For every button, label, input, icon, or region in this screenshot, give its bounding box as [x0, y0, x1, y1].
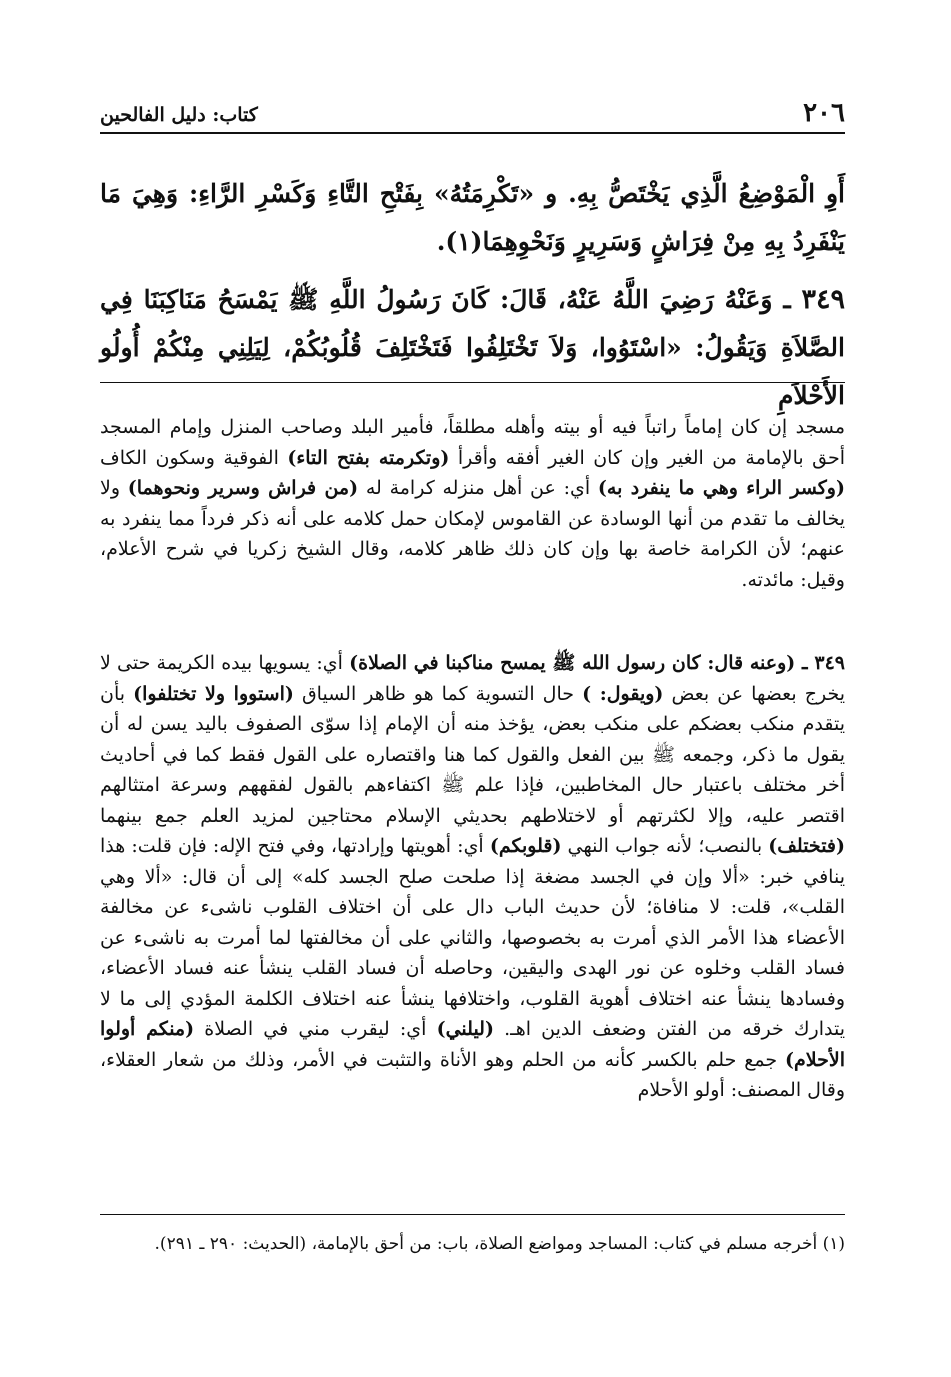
sharh-text: مسجد إن كان إماماً راتباً فيه أو بيته وأهله مطلقاً، فأمير البلد وصاحب المنزل وإمام المسجد أحق بالإمامة من الغير وإن كان الغير أفقه وأقرأ	[100, 416, 845, 469]
sharh-quote: (وكسر الراء وهي ما ينفرد به)	[597, 477, 845, 499]
sharh-text: أي: يسويها بيده الكريمة حتى لا يخرج بعضها عن بعض	[100, 652, 845, 705]
sharh-quote: (فتختلف)	[768, 835, 846, 857]
sharh-text: الفوقية وسكون الكاف	[100, 446, 288, 469]
page-number: ٢٠٦	[803, 98, 845, 128]
sharh-quote: (قلوبكم)	[489, 835, 562, 857]
footnote-divider	[100, 1214, 845, 1215]
sharh-text: بالنصب؛ لأنه جواب النهي	[561, 835, 769, 857]
matn-paragraph-2	[100, 276, 845, 420]
sharh-quote: (ليلني)	[436, 1018, 494, 1040]
footnote: (١) أخرجه مسلم في كتاب: المساجد ومواضع الصلاة، باب: من أحق بالإمامة، (الحديث: ٢٩٠ ـ ٢٩١).	[154, 1234, 845, 1254]
sharh-quote: (من فراش وسرير ونحوهما)	[127, 477, 359, 499]
sharh-text: بأن يتقدم منكب بعضكم على منكب بعض، يؤخذ منه أن الإمام إذا سوّى الصفوف باليد يسن له أن يقول ما ذكر، وجمعه ﷺ بين الفعل والقول كما هنا واقتصاره على القول فقط كما في أحاديث أخر مختلف باعتبار حال المخاطبين، فإذا علم ﷺ اكتفاءهم بالقول لفقههم وسرعة امتثالهم اقتصر عليه، وإلا لكثرتهم أو لاختلاطهم بحديثي الإسلام محتاجين لمزيد العلم جمع بينهما	[100, 682, 845, 827]
matn-paragraph-1: أَوِ الْمَوْضِعُ الَّذِي يَخْتَصُّ بِهِ. و «تَكْرِمَتُهُ» بِفَتْحِ التَّاءِ وَكَسْرِ الرَّاءِ: وَهِيَ مَا يَنْفَرِدُ بِهِ مِنْ فِرَاشٍ وَسَرِيرٍ وَنَحْوِهِمَا(١).	[100, 179, 845, 256]
sharh-quote: ٣٤٩ ـ (وعنه قال: كان رسول الله ﷺ يمسح مناكبنا في الصلاة)	[349, 652, 845, 674]
sharh-text: أي: أهويتها وإرادتها، وفي فتح الإله: فإن قلت: هذا ينافي خبر: «ألا وإن في الجسد مضغة إذا صلحت صلح الجسد كله» إلى أن قال: «ألا وهي القلب»، قلت: لا منافاة؛ لأن حديث الباب دال على أن اختلاف القلوب ناشىء عن مخالفة الأعضاء هذا الأمر الذي أمرت به بخصوصها، والثاني على أن مخالفتها لما أمرت به ناشىء عن فساد القلب وخلوه عن نور الهدى واليقين، وحاصله أن فساد القلب ينشأ عنه فساد الأعضاء، وفسادها ينشأ عنه اختلاف أهوية القلوب، واختلافها ينشأ عنه اختلاف الكلمة المؤدي إلى ما لا يتدارك خرقه من الفتن وضعف الدين اهـ.	[100, 835, 845, 1040]
hadith-number: ٣٤٩	[801, 284, 845, 315]
sharh-paragraph-2	[100, 648, 845, 1106]
text-divider	[100, 382, 845, 383]
sharh-paragraph-1	[100, 412, 845, 595]
book-title: كتاب: دليل الفالحين	[100, 104, 258, 126]
sharh-text: أي: عن أهل منزله كرامة له	[358, 477, 598, 499]
sharh-text: ولا يخالف ما تقدم من أنها الوسادة عن القاموس لإمكان حمل كلامه على أنه ذكر فرداً مما ينفرد به عنهم؛ لأن الكرامة خاصة بها وإن كان ذلك ظاهر كلامه، وقال الشيخ زكريا في شرح الأعلام، وقيل: مائدته.	[100, 477, 845, 591]
page-header	[100, 92, 845, 134]
hadith-text: ـ وَعَنْهُ رَضِيَ اللَّهُ عَنْهُ، قَالَ: كَانَ رَسُولُ اللَّهِ ﷺ يَمْسَحُ مَنَاكِبَنَا فِي الصَّلاَةِ وَيَقُولُ: «اسْتَوُوا، وَلاَ تَخْتَلِفُوا فَتَخْتَلِفَ قُلُوبُكُمْ، لِيَلِنِي مِنْكُمْ أُولُو الأَحْلاَمِ	[100, 285, 845, 410]
sharh-text: أي: ليقرب مني في الصلاة	[194, 1018, 437, 1040]
sharh-quote: (استووا ولا تختلفوا)	[133, 682, 294, 705]
sharh-text: حال التسوية كما هو ظاهر السياق	[293, 682, 583, 705]
sharh-quote: (وتكرمته بفتح التاء)	[287, 446, 450, 469]
sharh-quote: (ويقول: )	[582, 682, 664, 705]
sharh-quote: (منكم أولوا الأحلام)	[100, 1018, 845, 1071]
sharh-text: جمع حلم بالكسر كأنه من الحلم وهو الأناة والتثبت في الأمر، وذلك من شعار العقلاء، وقال المصنف: أولو الأحلام	[100, 1048, 845, 1101]
